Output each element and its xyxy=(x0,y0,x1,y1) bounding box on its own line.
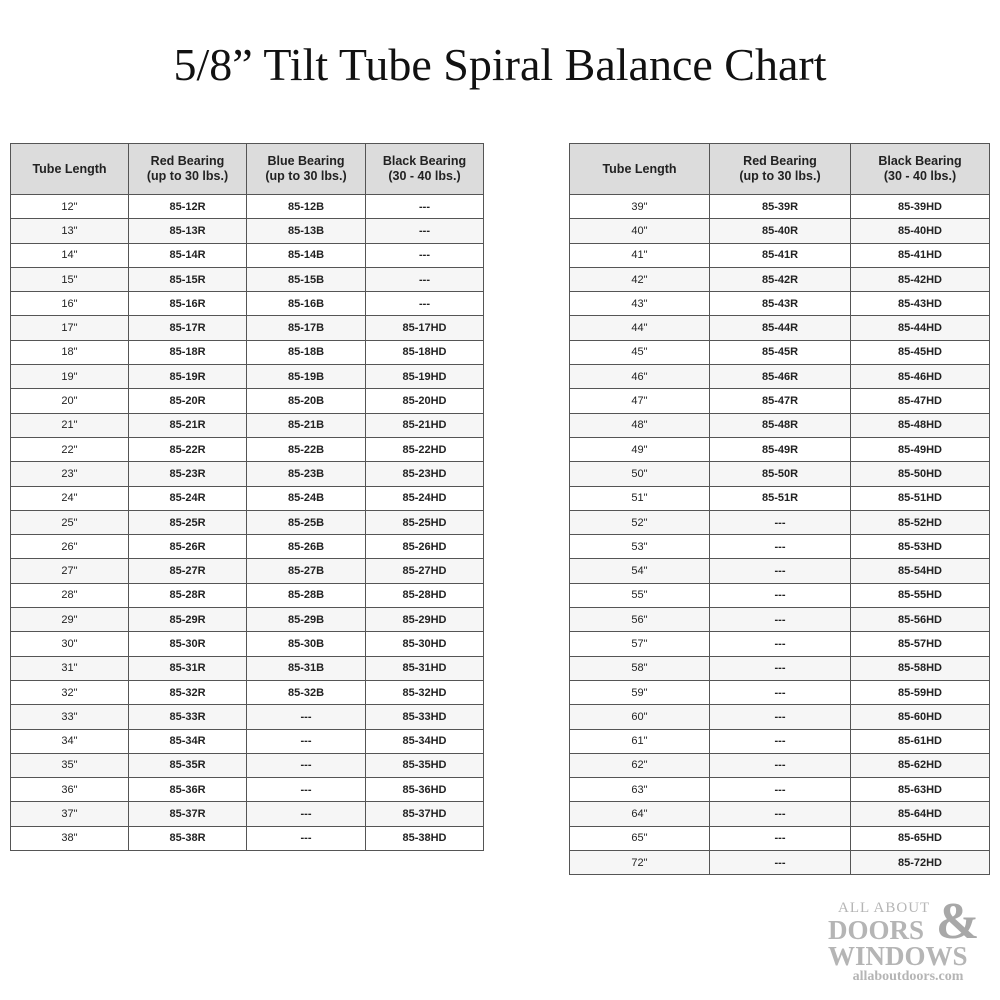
part-number-cell: 85-49HD xyxy=(851,437,990,461)
logo-line2: DOORS xyxy=(828,915,925,945)
part-number-cell: 85-44R xyxy=(710,316,851,340)
table-row xyxy=(570,608,990,632)
tube-length-cell: 27" xyxy=(11,559,129,583)
logo-ampersand: & xyxy=(936,893,980,950)
table-row xyxy=(570,243,990,267)
part-number-cell: 85-48R xyxy=(710,413,851,437)
tube-length-cell: 40" xyxy=(570,219,710,243)
part-number-cell: 85-28HD xyxy=(366,583,484,607)
part-number-cell: 85-17B xyxy=(247,316,366,340)
part-number-cell: --- xyxy=(247,729,366,753)
part-number-cell: 85-23HD xyxy=(366,462,484,486)
part-number-cell: 85-45HD xyxy=(851,340,990,364)
tube-length-cell: 39" xyxy=(570,195,710,219)
table-row xyxy=(11,462,484,486)
part-number-cell: 85-41R xyxy=(710,243,851,267)
part-number-cell: --- xyxy=(247,802,366,826)
table-row xyxy=(11,510,484,534)
tube-length-cell: 55" xyxy=(570,583,710,607)
part-number-cell: 85-42HD xyxy=(851,267,990,291)
part-number-cell: 85-35HD xyxy=(366,753,484,777)
tube-length-cell: 44" xyxy=(570,316,710,340)
tube-length-cell: 14" xyxy=(11,243,129,267)
part-number-cell: --- xyxy=(710,680,851,704)
part-number-cell: 85-19B xyxy=(247,365,366,389)
part-number-cell: 85-29HD xyxy=(366,608,484,632)
part-number-cell: --- xyxy=(366,292,484,316)
part-number-cell: 85-20B xyxy=(247,389,366,413)
table-row xyxy=(11,778,484,802)
tube-length-cell: 21" xyxy=(11,413,129,437)
part-number-cell: 85-55HD xyxy=(851,583,990,607)
part-number-cell: 85-25R xyxy=(129,510,247,534)
tube-length-cell: 64" xyxy=(570,802,710,826)
tube-length-cell: 57" xyxy=(570,632,710,656)
part-number-cell: 85-40R xyxy=(710,219,851,243)
table-row xyxy=(11,680,484,704)
tube-length-cell: 13" xyxy=(11,219,129,243)
table-row xyxy=(570,535,990,559)
part-number-cell: 85-30HD xyxy=(366,632,484,656)
part-number-cell: 85-12R xyxy=(129,195,247,219)
part-number-cell: 85-23B xyxy=(247,462,366,486)
table-row xyxy=(11,437,484,461)
tube-length-cell: 53" xyxy=(570,535,710,559)
part-number-cell: 85-19R xyxy=(129,365,247,389)
part-number-cell: --- xyxy=(366,219,484,243)
tube-length-cell: 72" xyxy=(570,851,710,875)
table-row xyxy=(11,316,484,340)
part-number-cell: 85-26HD xyxy=(366,535,484,559)
part-number-cell: --- xyxy=(710,656,851,680)
table-row xyxy=(570,851,990,875)
table-row xyxy=(11,340,484,364)
part-number-cell: --- xyxy=(710,559,851,583)
part-number-cell: 85-42R xyxy=(710,267,851,291)
part-number-cell: 85-32HD xyxy=(366,680,484,704)
part-number-cell: 85-23R xyxy=(129,462,247,486)
table-row xyxy=(570,316,990,340)
part-number-cell: 85-39R xyxy=(710,195,851,219)
part-number-cell: 85-27HD xyxy=(366,559,484,583)
table-row xyxy=(570,753,990,777)
part-number-cell: 85-36R xyxy=(129,778,247,802)
tube-length-cell: 36" xyxy=(11,778,129,802)
part-number-cell: --- xyxy=(710,705,851,729)
part-number-cell: --- xyxy=(366,267,484,291)
part-number-cell: 85-38HD xyxy=(366,826,484,850)
part-number-cell: 85-18HD xyxy=(366,340,484,364)
part-number-cell: 85-14B xyxy=(247,243,366,267)
part-number-cell: --- xyxy=(366,243,484,267)
part-number-cell: 85-31HD xyxy=(366,656,484,680)
tube-length-cell: 45" xyxy=(570,340,710,364)
part-number-cell: 85-24R xyxy=(129,486,247,510)
table-row xyxy=(11,729,484,753)
part-number-cell: 85-35R xyxy=(129,753,247,777)
part-number-cell: --- xyxy=(247,826,366,850)
table-row xyxy=(570,559,990,583)
logo-url: allaboutdoors.com xyxy=(852,969,964,984)
part-number-cell: 85-57HD xyxy=(851,632,990,656)
part-number-cell: --- xyxy=(710,535,851,559)
part-number-cell: 85-37R xyxy=(129,802,247,826)
part-number-cell: 85-62HD xyxy=(851,753,990,777)
table-row xyxy=(570,802,990,826)
table-header-row xyxy=(11,144,484,195)
tube-length-cell: 43" xyxy=(570,292,710,316)
part-number-cell: 85-25B xyxy=(247,510,366,534)
table-row xyxy=(11,267,484,291)
column-header: Red Bearing (up to 30 lbs.) xyxy=(129,144,247,195)
table-row xyxy=(11,243,484,267)
balance-table-right xyxy=(569,143,990,875)
table-row xyxy=(570,437,990,461)
part-number-cell: 85-20R xyxy=(129,389,247,413)
table-row xyxy=(570,656,990,680)
part-number-cell: 85-56HD xyxy=(851,608,990,632)
tube-length-cell: 23" xyxy=(11,462,129,486)
column-header: Black Bearing (30 - 40 lbs.) xyxy=(366,144,484,195)
part-number-cell: 85-72HD xyxy=(851,851,990,875)
part-number-cell: 85-24B xyxy=(247,486,366,510)
part-number-cell: 85-44HD xyxy=(851,316,990,340)
table-row xyxy=(11,632,484,656)
part-number-cell: 85-63HD xyxy=(851,778,990,802)
table-row xyxy=(11,413,484,437)
tube-length-cell: 20" xyxy=(11,389,129,413)
table-row xyxy=(570,826,990,850)
tube-length-cell: 29" xyxy=(11,608,129,632)
page-title: 5/8” Tilt Tube Spiral Balance Chart xyxy=(173,39,827,90)
part-number-cell: 85-34HD xyxy=(366,729,484,753)
balance-table-left xyxy=(10,143,484,851)
part-number-cell: 85-64HD xyxy=(851,802,990,826)
tube-length-cell: 28" xyxy=(11,583,129,607)
part-number-cell: 85-18B xyxy=(247,340,366,364)
tube-length-cell: 58" xyxy=(570,656,710,680)
part-number-cell: 85-14R xyxy=(129,243,247,267)
tube-length-cell: 32" xyxy=(11,680,129,704)
tube-length-cell: 24" xyxy=(11,486,129,510)
part-number-cell: 85-43HD xyxy=(851,292,990,316)
part-number-cell: --- xyxy=(710,510,851,534)
part-number-cell: 85-50HD xyxy=(851,462,990,486)
tube-length-cell: 34" xyxy=(11,729,129,753)
table-row xyxy=(570,462,990,486)
tube-length-cell: 65" xyxy=(570,826,710,850)
part-number-cell: 85-33R xyxy=(129,705,247,729)
part-number-cell: 85-52HD xyxy=(851,510,990,534)
part-number-cell: 85-41HD xyxy=(851,243,990,267)
tube-length-cell: 26" xyxy=(11,535,129,559)
part-number-cell: 85-48HD xyxy=(851,413,990,437)
table-row xyxy=(11,365,484,389)
part-number-cell: 85-51HD xyxy=(851,486,990,510)
part-number-cell: 85-38R xyxy=(129,826,247,850)
column-header: Red Bearing (up to 30 lbs.) xyxy=(710,144,851,195)
table-row xyxy=(11,608,484,632)
part-number-cell: 85-51R xyxy=(710,486,851,510)
part-number-cell: 85-58HD xyxy=(851,656,990,680)
part-number-cell: 85-30R xyxy=(129,632,247,656)
table-row xyxy=(570,267,990,291)
part-number-cell: 85-26B xyxy=(247,535,366,559)
part-number-cell: 85-28B xyxy=(247,583,366,607)
part-number-cell: 85-22B xyxy=(247,437,366,461)
column-header: Tube Length xyxy=(11,144,129,195)
part-number-cell: 85-34R xyxy=(129,729,247,753)
column-header: Black Bearing (30 - 40 lbs.) xyxy=(851,144,990,195)
part-number-cell: 85-46R xyxy=(710,365,851,389)
table-row xyxy=(570,510,990,534)
part-number-cell: 85-49R xyxy=(710,437,851,461)
tube-length-cell: 25" xyxy=(11,510,129,534)
tube-length-cell: 19" xyxy=(11,365,129,389)
part-number-cell: 85-13R xyxy=(129,219,247,243)
table-row xyxy=(570,729,990,753)
part-number-cell: 85-25HD xyxy=(366,510,484,534)
part-number-cell: 85-50R xyxy=(710,462,851,486)
tube-length-cell: 37" xyxy=(11,802,129,826)
part-number-cell: 85-47R xyxy=(710,389,851,413)
part-number-cell: 85-13B xyxy=(247,219,366,243)
part-number-cell: 85-21R xyxy=(129,413,247,437)
part-number-cell: 85-40HD xyxy=(851,219,990,243)
part-number-cell: 85-43R xyxy=(710,292,851,316)
part-number-cell: 85-21B xyxy=(247,413,366,437)
part-number-cell: 85-37HD xyxy=(366,802,484,826)
table-row xyxy=(570,340,990,364)
part-number-cell: 85-26R xyxy=(129,535,247,559)
tube-length-cell: 49" xyxy=(570,437,710,461)
tube-length-cell: 46" xyxy=(570,365,710,389)
table-row xyxy=(11,486,484,510)
part-number-cell: --- xyxy=(710,608,851,632)
logo-line3: WINDOWS xyxy=(828,941,968,971)
tube-length-cell: 42" xyxy=(570,267,710,291)
part-number-cell: 85-20HD xyxy=(366,389,484,413)
tube-length-cell: 15" xyxy=(11,267,129,291)
table-row xyxy=(570,219,990,243)
part-number-cell: 85-24HD xyxy=(366,486,484,510)
table-row xyxy=(570,195,990,219)
part-number-cell: --- xyxy=(247,753,366,777)
table-row xyxy=(570,365,990,389)
tube-length-cell: 22" xyxy=(11,437,129,461)
table-row xyxy=(11,826,484,850)
tube-length-cell: 52" xyxy=(570,510,710,534)
part-number-cell: 85-22R xyxy=(129,437,247,461)
company-logo xyxy=(828,893,988,985)
tube-length-cell: 62" xyxy=(570,753,710,777)
table-row xyxy=(570,583,990,607)
logo-line1: ALL ABOUT xyxy=(838,900,931,916)
part-number-cell: 85-16B xyxy=(247,292,366,316)
part-number-cell: 85-15R xyxy=(129,267,247,291)
tube-length-cell: 47" xyxy=(570,389,710,413)
part-number-cell: --- xyxy=(710,753,851,777)
table-row xyxy=(11,389,484,413)
part-number-cell: 85-16R xyxy=(129,292,247,316)
tube-length-cell: 30" xyxy=(11,632,129,656)
tube-length-cell: 50" xyxy=(570,462,710,486)
part-number-cell: --- xyxy=(710,826,851,850)
part-number-cell: 85-30B xyxy=(247,632,366,656)
table-row xyxy=(570,292,990,316)
table-row xyxy=(570,778,990,802)
part-number-cell: 85-54HD xyxy=(851,559,990,583)
tube-length-cell: 56" xyxy=(570,608,710,632)
part-number-cell: 85-22HD xyxy=(366,437,484,461)
part-number-cell: 85-31R xyxy=(129,656,247,680)
table-header-row xyxy=(570,144,990,195)
tube-length-cell: 38" xyxy=(11,826,129,850)
part-number-cell: 85-39HD xyxy=(851,195,990,219)
part-number-cell: 85-53HD xyxy=(851,535,990,559)
table-row xyxy=(11,292,484,316)
table-row xyxy=(570,705,990,729)
part-number-cell: 85-59HD xyxy=(851,680,990,704)
part-number-cell: 85-65HD xyxy=(851,826,990,850)
part-number-cell: 85-17R xyxy=(129,316,247,340)
table-row xyxy=(11,535,484,559)
table-row xyxy=(11,802,484,826)
part-number-cell: 85-33HD xyxy=(366,705,484,729)
tube-length-cell: 63" xyxy=(570,778,710,802)
part-number-cell: 85-47HD xyxy=(851,389,990,413)
tube-length-cell: 51" xyxy=(570,486,710,510)
table-row xyxy=(11,559,484,583)
table-row xyxy=(11,195,484,219)
part-number-cell: 85-36HD xyxy=(366,778,484,802)
tube-length-cell: 16" xyxy=(11,292,129,316)
tube-length-cell: 12" xyxy=(11,195,129,219)
part-number-cell: --- xyxy=(366,195,484,219)
part-number-cell: 85-12B xyxy=(247,195,366,219)
tube-length-cell: 48" xyxy=(570,413,710,437)
part-number-cell: 85-32B xyxy=(247,680,366,704)
tube-length-cell: 17" xyxy=(11,316,129,340)
part-number-cell: 85-29R xyxy=(129,608,247,632)
part-number-cell: 85-18R xyxy=(129,340,247,364)
part-number-cell: --- xyxy=(710,778,851,802)
tube-length-cell: 35" xyxy=(11,753,129,777)
column-header: Blue Bearing (up to 30 lbs.) xyxy=(247,144,366,195)
part-number-cell: 85-60HD xyxy=(851,705,990,729)
part-number-cell: --- xyxy=(247,778,366,802)
part-number-cell: 85-17HD xyxy=(366,316,484,340)
tube-length-cell: 33" xyxy=(11,705,129,729)
part-number-cell: --- xyxy=(710,851,851,875)
part-number-cell: 85-21HD xyxy=(366,413,484,437)
part-number-cell: --- xyxy=(710,632,851,656)
table-row xyxy=(11,656,484,680)
table-row xyxy=(570,413,990,437)
part-number-cell: --- xyxy=(710,802,851,826)
part-number-cell: 85-28R xyxy=(129,583,247,607)
part-number-cell: 85-29B xyxy=(247,608,366,632)
part-number-cell: 85-19HD xyxy=(366,365,484,389)
part-number-cell: 85-27B xyxy=(247,559,366,583)
column-header: Tube Length xyxy=(570,144,710,195)
table-row xyxy=(11,219,484,243)
tube-length-cell: 59" xyxy=(570,680,710,704)
part-number-cell: 85-31B xyxy=(247,656,366,680)
table-row xyxy=(11,583,484,607)
tube-length-cell: 41" xyxy=(570,243,710,267)
part-number-cell: 85-27R xyxy=(129,559,247,583)
table-row xyxy=(570,486,990,510)
part-number-cell: 85-61HD xyxy=(851,729,990,753)
part-number-cell: --- xyxy=(247,705,366,729)
table-row xyxy=(570,680,990,704)
part-number-cell: --- xyxy=(710,729,851,753)
table-row xyxy=(570,389,990,413)
tube-length-cell: 18" xyxy=(11,340,129,364)
part-number-cell: 85-45R xyxy=(710,340,851,364)
table-row xyxy=(570,632,990,656)
table-row xyxy=(11,753,484,777)
part-number-cell: 85-46HD xyxy=(851,365,990,389)
part-number-cell: 85-32R xyxy=(129,680,247,704)
part-number-cell: --- xyxy=(710,583,851,607)
tube-length-cell: 54" xyxy=(570,559,710,583)
tube-length-cell: 60" xyxy=(570,705,710,729)
tube-length-cell: 31" xyxy=(11,656,129,680)
tube-length-cell: 61" xyxy=(570,729,710,753)
table-row xyxy=(11,705,484,729)
part-number-cell: 85-15B xyxy=(247,267,366,291)
